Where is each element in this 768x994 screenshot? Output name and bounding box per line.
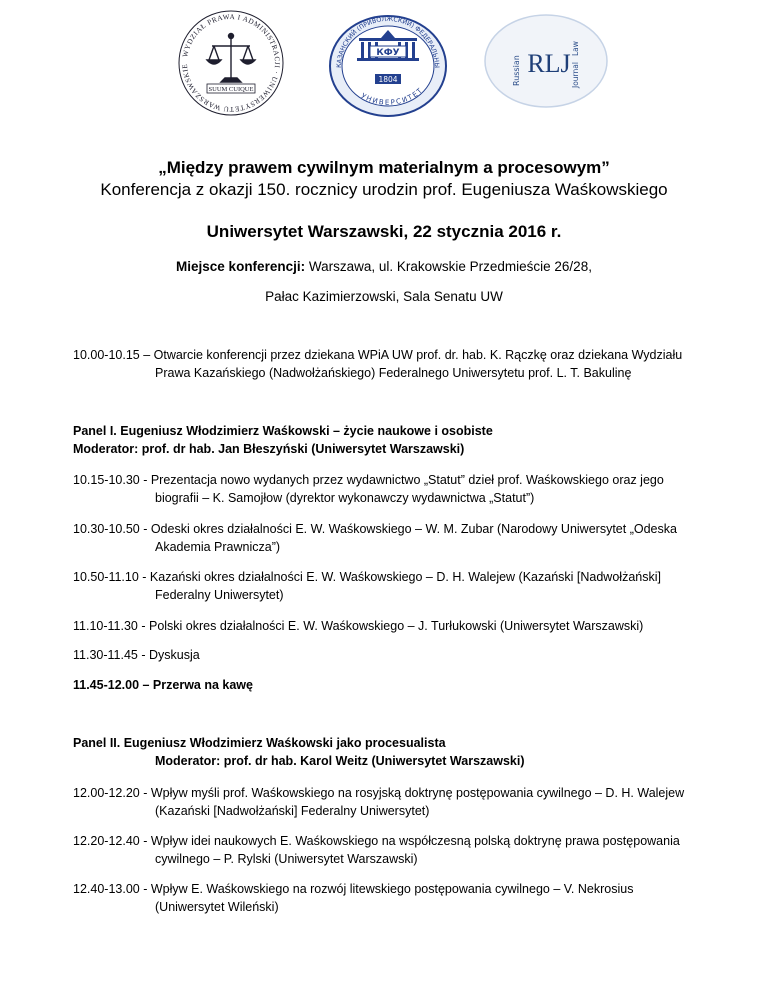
kfu-year: 1804 [378,75,398,84]
agenda-item-line-1: 12.00-12.20 - Wpływ myśli prof. Waśkowskiego na rosyjską doktrynę postępowania cywilnego – D. H. Walejew [73,786,685,800]
agenda-item [73,617,723,635]
wpia-emblem [176,8,286,118]
rlj-law-word: Law [571,41,580,56]
venue-address: Warszawa, ul. Krakowskie Przedmieście 26/28, [305,259,592,274]
agenda-item [73,880,723,916]
conference-title: „Między prawem cywilnym materialnym a procesowym” [158,158,610,177]
wpia-ring-text: WYDZIAŁ PRAWA I ADMINISTRACJI · UNIWERSYTETU WARSZAWSKIE [180,12,282,114]
agenda-item [73,646,723,664]
kfu-logo [323,8,453,118]
agenda-item-line-1: 11.10-11.30 - Polski okres działalności E. W. Waśkowskiego – J. Turłukowski (Uniwersytet Warszawski) [73,619,644,633]
agenda-item-line-1: 12.40-13.00 - Wpływ E. Waśkowskiego na rozwój litewskiego postępowania cywilnego – V. Nekrosius [73,882,634,896]
agenda-item [73,520,723,556]
agenda-item-line-1: 10.50-11.10 - Kazański okres działalności E. W. Waśkowskiego – D. H. Walejew (Kazański [Nadwołżański] [73,570,661,584]
conference-subtitle: Konferencja z okazji 150. rocznicy urodzin prof. Eugeniusza Waśkowskiego [100,180,668,199]
conference-date-line: Uniwersytet Warszawski, 22 stycznia 2016 r. [206,222,562,241]
rlj-monogram: RLJ [527,49,571,78]
venue-label: Miejsce konferencji: [176,259,306,274]
panel2-title: Panel II. Eugeniusz Włodzimierz Waśkowski jako procesualista [73,736,446,750]
wpia-ribbon-text: SUUM CUIQUE [208,86,254,93]
agenda-item-line-2: cywilnego – P. Rylski (Uniwersytet Warszawski) [155,852,418,866]
agenda-item-line-2: Federalny Uniwersytet) [155,588,284,602]
agenda-item [73,568,723,604]
agenda-item-line-1: 11.30-11.45 - Dyskusja [73,648,200,662]
venue-line [0,259,768,274]
agenda-item-line-2: (Kazański [Nadwołżański] Federalny Uniwersytet) [155,804,430,818]
venue-place: Pałac Kazimierzowski, Sala Senatu UW [265,289,503,304]
wpia-logo [176,8,286,118]
panel2-moderator: Moderator: prof. dr hab. Karol Weitz (Uniwersytet Warszawski) [155,754,525,768]
rlj-journal-word: Journal [571,62,580,88]
rlj-emblem [483,12,609,110]
agenda-item [73,784,723,820]
panel1-moderator: Moderator: prof. dr hab. Jan Błeszyński (Uniwersytet Warszawski) [73,442,465,456]
kfu-mark: КФУ [376,48,400,58]
agenda-item-line-1: 10.15-10.30 - Prezentacja nowo wydanych przez wydawnictwo „Statut” dzieł prof. Waśkowskiego oraz jego [73,473,664,487]
opening-line-1: 10.00-10.15 – Otwarcie konferencji przez dziekana WPiA UW prof. dr. hab. K. Rączkę oraz dziekana Wydziału [73,348,683,362]
opening-item [73,346,723,382]
agenda-item-line-2: biografii – K. Samojłow (dyrektor wykonawczy wydawnictwa „Statut”) [155,491,535,505]
panel1-title: Panel I. Eugeniusz Włodzimierz Waśkowski – życie naukowe i osobiste [73,424,493,438]
kfu-top-text: КАЗАНСКИЙ (ПРИВОЛЖСКИЙ) ФЕДЕРАЛЬНЫ [335,15,441,69]
scales-icon [207,34,255,83]
rlj-logo [483,12,609,110]
agenda-item-line-2: Akademia Prawnicza”) [155,540,281,554]
kfu-emblem [323,8,453,118]
opening-line-2: Prawa Kazańskiego (Nadwołżańskiego) Federalnego Uniwersytetu prof. L. T. Bakulinę [155,366,632,380]
coffee-break: 11.45-12.00 – Przerwa na kawę [73,678,253,692]
rlj-russian-word: Russian [512,55,521,86]
agenda-item-line-1: 12.20-12.40 - Wpływ idei naukowych E. Waśkowskiego na współczesną polską doktrynę prawa postępowania [73,834,680,848]
agenda-item [73,471,723,507]
kfu-bottom-text: УНИВЕРСИТЕТ [359,85,425,107]
agenda-item [73,832,723,868]
agenda-item-line-1: 10.30-10.50 - Odeski okres działalności E. W. Waśkowskiego – W. M. Zubar (Narodowy Uniwersytet „Odeska [73,522,677,536]
agenda-item-line-2: (Uniwersytet Wileński) [155,900,279,914]
